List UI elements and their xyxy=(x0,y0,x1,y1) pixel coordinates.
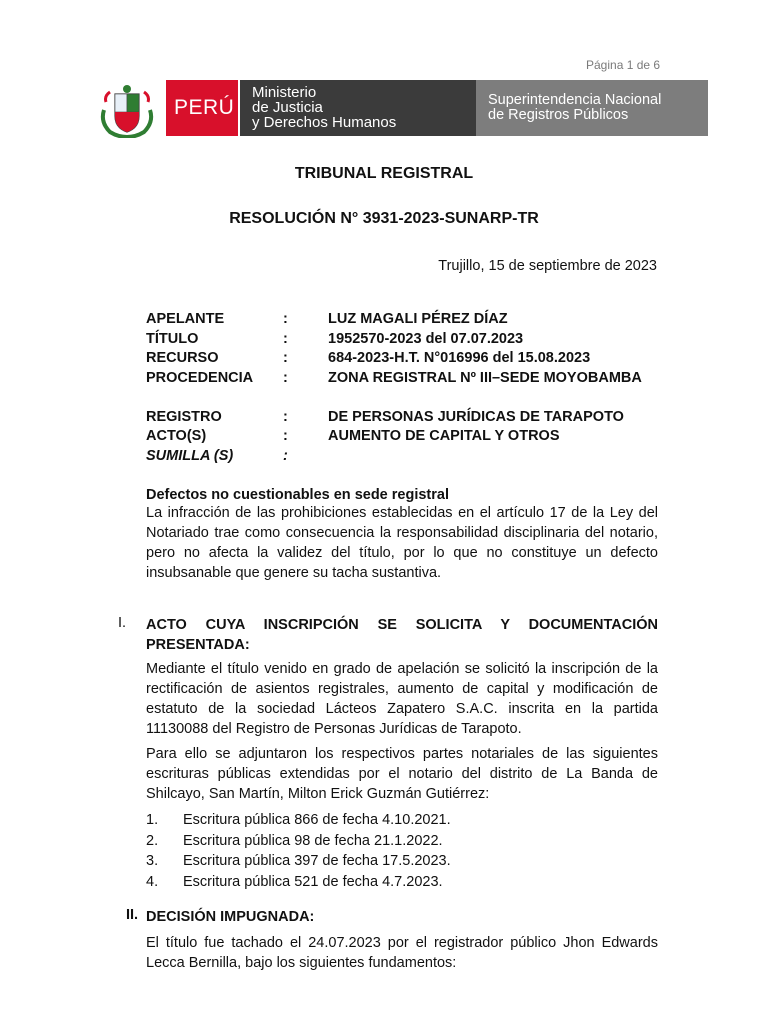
list-number: 4. xyxy=(146,873,159,890)
place-date: Trujillo, 15 de septiembre de 2023 xyxy=(438,258,657,274)
sunarp-line: de Registros Públicos xyxy=(488,107,629,123)
field-row xyxy=(146,369,658,408)
field-value: 1952570-2023 del 07.07.2023 xyxy=(328,330,524,347)
section-number: I. xyxy=(118,615,127,631)
field-colon: : xyxy=(283,428,288,444)
list-text: Escritura pública 397 de fecha 17.5.2023. xyxy=(183,853,451,869)
field-row xyxy=(146,447,658,467)
sunarp-label xyxy=(488,93,661,123)
section-paragraph: El título fue tachado el 24.07.2023 por el registrador público Jhon Edwards Lecca Bernilla, bajo los siguientes fundamentos: xyxy=(146,935,658,971)
tribunal-title: TRIBUNAL REGISTRAL xyxy=(294,165,474,182)
section-paragraph: Mediante el título venido en grado de apelación se solicitó la inscripción de la rectificación de asientos registrales, aumento de capital y modificación de estatuto de la sociedad Lácteos Zapatero S.A.C. inscrita en la partida 11130088 del Registro de Personas Jurídicas de Tarapoto. xyxy=(146,661,658,737)
ministry-label xyxy=(252,85,396,130)
list-text: Escritura pública 98 de fecha 21.1.2022. xyxy=(183,832,443,849)
field-row xyxy=(146,330,658,350)
field-colon: : xyxy=(283,350,288,366)
field-label: REGISTRO xyxy=(146,408,222,425)
section-heading: DECISIÓN IMPUGNADA: xyxy=(146,909,315,925)
field-label: ACTO(S) xyxy=(146,428,207,444)
field-label: RECURSO xyxy=(146,350,219,366)
institution-header xyxy=(96,78,708,138)
ministry-line: Ministerio xyxy=(252,84,317,101)
sunarp-line: Superintendencia Nacional xyxy=(488,92,662,108)
list-number: 2. xyxy=(146,832,159,849)
list-number: 1. xyxy=(146,812,159,828)
sumilla-heading: Defectos no cuestionables en sede registral xyxy=(146,487,449,503)
field-row xyxy=(146,349,658,369)
ministry-line: y Derechos Humanos xyxy=(252,114,397,131)
field-row xyxy=(146,427,658,447)
field-value: LUZ MAGALI PÉREZ DÍAZ xyxy=(328,311,508,327)
field-colon: : xyxy=(283,447,288,464)
field-label: SUMILLA (S) xyxy=(146,447,234,464)
list-text: Escritura pública 866 de fecha 4.10.2021. xyxy=(183,812,451,828)
list-text: Escritura pública 521 de fecha 4.7.2023. xyxy=(183,873,443,890)
field-label: PROCEDENCIA xyxy=(146,369,254,386)
field-label: APELANTE xyxy=(146,311,225,327)
resolution-number: RESOLUCIÓN N° 3931-2023-SUNARP-TR xyxy=(229,210,539,227)
field-colon: : xyxy=(283,330,288,347)
field-value: 684-2023-H.T. N°016996 del 15.08.2023 xyxy=(328,350,591,366)
section-paragraph: Para ello se adjuntaron los respectivos partes notariales de las siguientes escrituras públicas extendidas por el notario del distrito de La Banda de Shilcayo, San Martín, Milton Erick Guzmán Gutiérrez: xyxy=(146,746,658,802)
field-colon: : xyxy=(283,311,288,327)
ministry-badge xyxy=(238,80,476,136)
field-label: TÍTULO xyxy=(146,330,199,347)
list-number: 3. xyxy=(146,853,159,869)
field-value: ZONA REGISTRAL Nº III–SEDE MOYOBAMBA xyxy=(328,369,642,386)
section-number: II. xyxy=(126,907,139,923)
section-heading: ACTO CUYA INSCRIPCIÓN SE SOLICITA Y DOCUMENTACIÓN PRESENTADA: xyxy=(146,617,658,653)
case-data xyxy=(146,310,658,466)
sumilla-text: La infracción de las prohibiciones establecidas en el artículo 17 de la Ley del Notariado trae como consecuencia la responsabilidad disciplinaria del notario, pero no afecta la validez del título, por lo que no constituye un defecto insubsanable que genere su tacha sustantiva. xyxy=(146,505,658,581)
field-value: DE PERSONAS JURÍDICAS DE TARAPOTO xyxy=(328,408,624,425)
field-row xyxy=(146,408,658,428)
field-value: AUMENTO DE CAPITAL Y OTROS xyxy=(328,428,560,444)
field-colon: : xyxy=(283,408,288,425)
coat-of-arms-icon xyxy=(96,80,158,138)
peru-label: PERÚ xyxy=(174,96,235,119)
field-row xyxy=(146,310,658,330)
field-colon: : xyxy=(283,369,288,386)
ministry-line: de Justicia xyxy=(252,99,323,116)
page-number: Página 1 de 6 xyxy=(586,58,661,72)
sunarp-badge xyxy=(476,80,708,136)
